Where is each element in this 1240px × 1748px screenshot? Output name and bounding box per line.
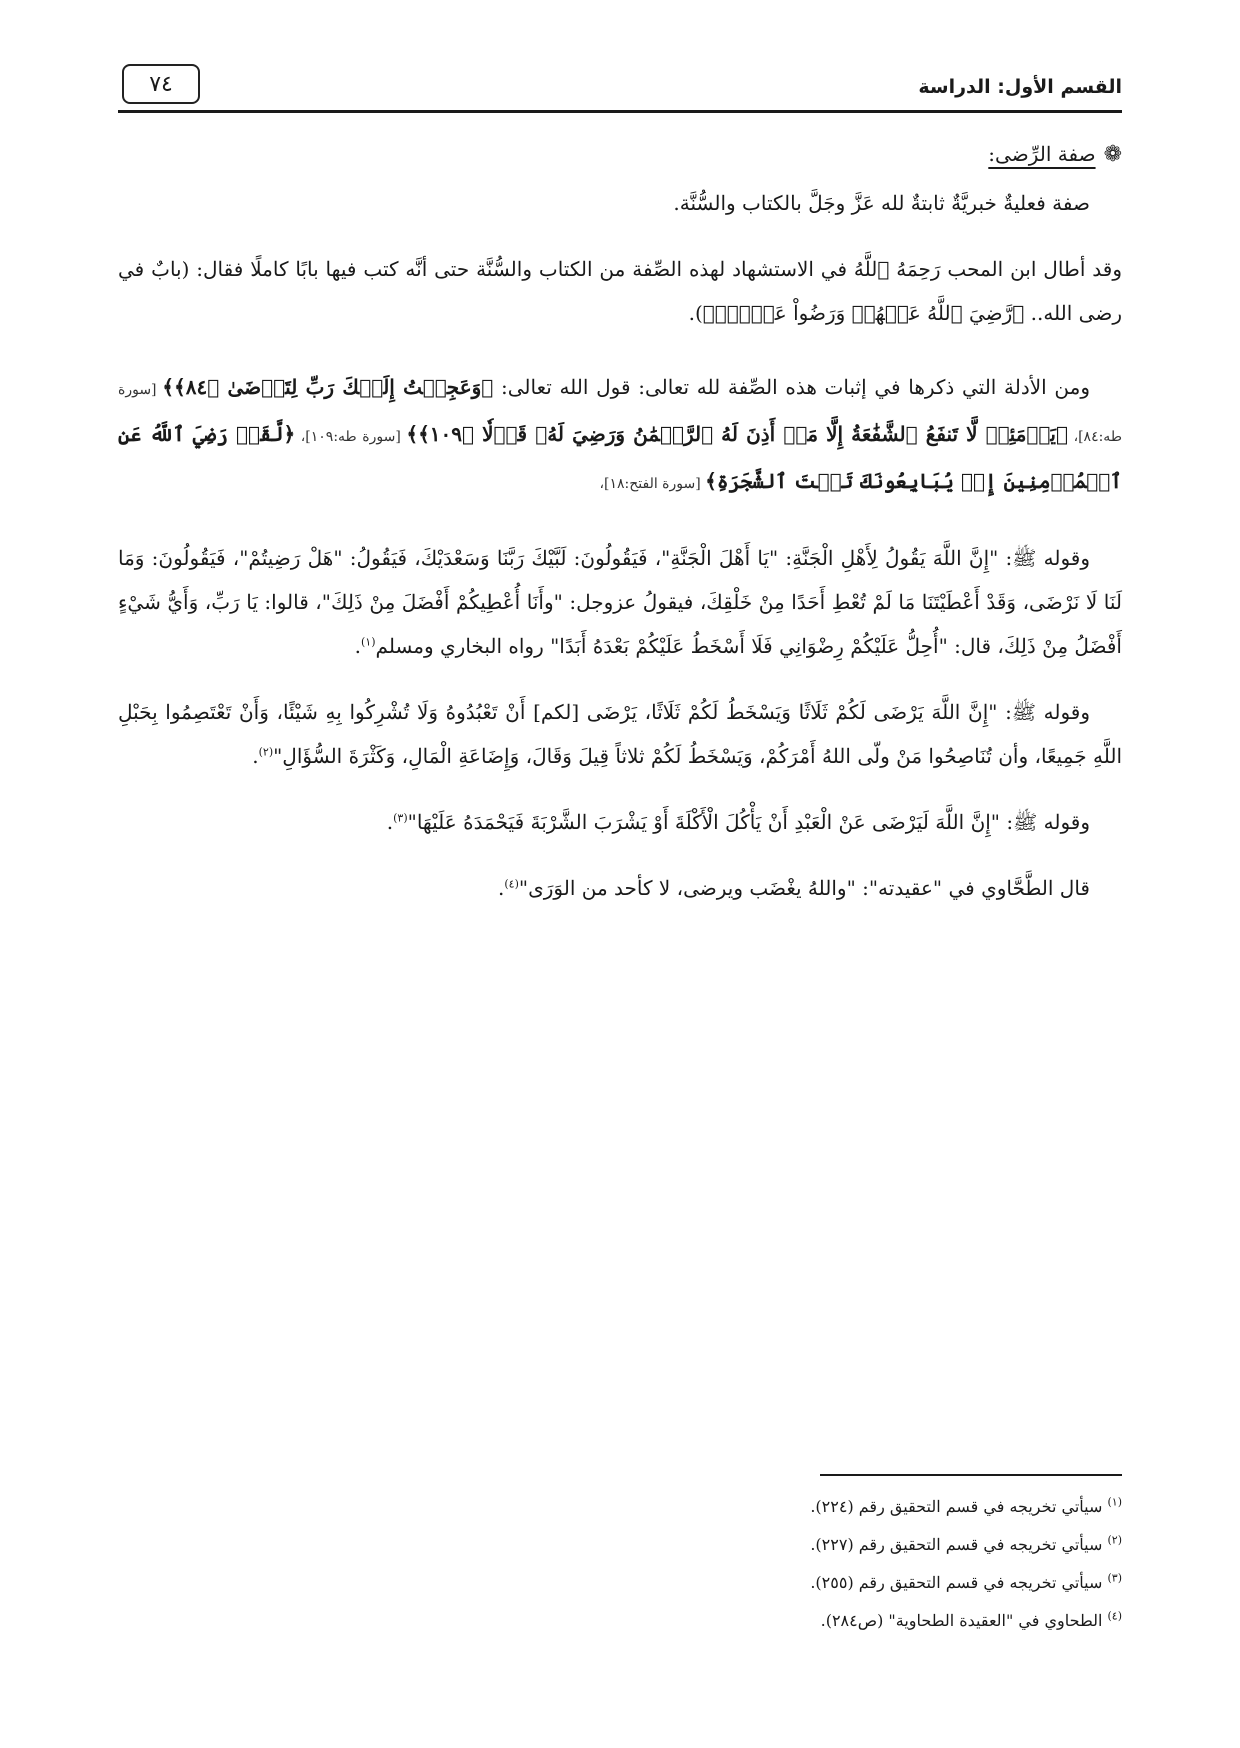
footnote-separator <box>820 1474 1122 1476</box>
flower-ornament-icon: ❁ <box>1103 142 1122 167</box>
hadith-end: . <box>386 810 394 834</box>
paragraph-hadith-2 <box>118 690 1122 778</box>
verse-reference: [سورة طه:٨٤]، <box>118 382 1122 445</box>
tahawi-quote: قال الطَّحَّاوي في "عقيدته": "واللهُ يغْضَب ويرضى، لا كأحد من الوَرَى" <box>518 876 1090 900</box>
hadith-text: وقوله ﷺ: "إِنَّ اللَّهَ يَقُولُ لِأَهْلِ الْجَنَّةِ: "يَا أَهْلَ الْجَنَّةِ"، فَيَقُولُونَ: لَبَّيْكَ رَبَّنَا وَسَعْدَيْكَ، فَيَقُولُ: "هَلْ رَضِيتُمْ"، فَيَقُولُونَ: وَمَا لَنَا لَا نَرْضَى، وَقَدْ أَعْطَيْتَنَا مَا لَمْ تُعْطِ أَحَدًا مِنْ خَلْقِكَ، فيقولُ عزوجل: "وأَنَا أُعْطِيكُمْ أَفْضَلَ مِنْ ذَلِكَ"، قالوا: يَا رَبِّ، وَأَيُّ شَيْءٍ أَفْضَلُ مِنْ ذَلِكَ، قال: "أُحِلُّ عَلَيْكُمْ رِضْوَانِي فَلَا أَسْخَطُ عَلَيْكُمْ بَعْدَهُ أَبَدًا" رواه البخاري ومسلم <box>118 546 1122 658</box>
footnote-text: سيأتي تخريجه في قسم التحقيق رقم (٢٥٥). <box>810 1573 1108 1592</box>
quran-verse: ﴿يَوۡمَئِذٖ لَّا تَنفَعُ ٱلشَّفَٰعَةُ إِلَّا مَنۡ أَذِنَ لَهُ ٱلرَّحۡمَٰنُ وَرَضِيَ لَهُۥ قَوۡلٗا ﴿١٠٩﴾﴾ <box>406 422 1068 446</box>
paragraph-quran-evidence <box>118 365 1122 506</box>
running-title: القسم الأول: الدراسة <box>918 76 1122 98</box>
quran-verse: ﴿وَعَجِلۡتُ إِلَيۡكَ رَبِّ لِتَرۡضَىٰ ﴿٨٤﴾﴾ <box>162 375 494 399</box>
hadith-end: . <box>252 744 259 768</box>
hadith-end: . <box>354 634 361 658</box>
paragraph-ibn-almuhib: وقد أطال ابن المحب رَحِمَهُ ٱللَّهُ في الاستشهاد لهذه الصِّفة من الكتاب والسُّنَّة حتى أنَّه كتب فيها بابًا كاملًا فقال: (بابٌ في رضى الله.. ﴿رَّضِيَ ٱللَّهُ عَنۡهُمۡ وَرَضُواْ عَنۡهُۚ﴾). <box>118 257 1122 325</box>
page-number: ٧٤ <box>122 64 200 104</box>
footnote-1 <box>118 1488 1122 1526</box>
footnote-2 <box>118 1526 1122 1564</box>
paragraph-tahawi <box>118 866 1122 910</box>
section-heading <box>118 132 1122 177</box>
tahawi-end: . <box>498 876 505 900</box>
paragraph-hadith-3 <box>118 800 1122 844</box>
page-header <box>118 58 1122 114</box>
quran-evidence-intro: ومن الأدلة التي ذكرها في إثبات هذه الصِّفة لله تعالى: قول الله تعالى: <box>493 375 1091 399</box>
footnote-marker: (١) <box>361 635 376 649</box>
verse-reference: [سورة الفتح:١٨]، <box>599 476 706 492</box>
footnote-text: سيأتي تخريجه في قسم التحقيق رقم (٢٢٤). <box>810 1497 1108 1516</box>
footnote-3 <box>118 1564 1122 1602</box>
verse-reference: [سورة طه:١٠٩]، <box>295 429 407 445</box>
footnote-4 <box>118 1602 1122 1640</box>
footnote-text: سيأتي تخريجه في قسم التحقيق رقم (٢٢٧). <box>810 1535 1108 1554</box>
footnote-marker: (٢) <box>258 745 274 759</box>
footnote-text: الطحاوي في "العقيدة الطحاوية" (ص٢٨٤). <box>820 1611 1108 1630</box>
footnote-number: (٢) <box>1107 1533 1122 1547</box>
footnote-number: (٣) <box>1107 1571 1122 1585</box>
main-text <box>118 132 1122 910</box>
paragraph-hadith-1 <box>118 536 1122 668</box>
hadith-text: وقوله ﷺ: "إِنَّ اللَّهَ لَيَرْضَى عَنْ الْعَبْدِ أَنْ يَأْكُلَ الْأَكْلَةَ أَوْ يَشْرَبَ الشَّرْبَةَ فَيَحْمَدَهُ عَلَيْهَا" <box>407 810 1090 834</box>
hadith-text: وقوله ﷺ: "إِنَّ اللَّهَ يَرْضَى لَكُمْ ثَلَاثًا وَيَسْخَطُ لَكُمْ ثَلَاثًا، يَرْضَى [لكم] أَنْ تَعْبُدُوهُ وَلَا تُشْرِكُوا بِهِ شَيْئًا، وَأَنْ تَعْتَصِمُوا بِحَبْلِ اللَّهِ جَمِيعًا، وأن تُنَاصِحُوا مَنْ ولّى اللهُ أَمْرَكُمْ، وَيَسْخَطُ لَكُمْ ثلاثاً قِيلَ وَقَالَ، وَإِضَاعَةِ الْمَالِ، وَكَثْرَةَ السُّؤَالِ" <box>118 700 1122 768</box>
footnote-marker: (٣) <box>393 811 408 825</box>
footnote-number: (٤) <box>1107 1609 1122 1623</box>
section-heading-text: صفة الرِّضى: <box>988 142 1096 166</box>
paragraph-definition: صفة فعليةٌ خبريَّةٌ ثابتةٌ لله عَزَّ وجَلَّ بالكتاب والسُّنَّة. <box>673 191 1090 215</box>
quran-verse: ﴿لَّقَدۡ رَضِيَ ٱللَّهُ عَنِ ٱلۡمُؤۡمِنِينَ إِذۡ يُبَايِعُونَكَ تَحۡتَ ٱلشَّجَرَةِ﴾ <box>118 422 1122 493</box>
header-rule <box>118 110 1122 113</box>
footnote-number: (١) <box>1107 1495 1122 1509</box>
footnotes <box>118 1488 1122 1640</box>
footnote-marker: (٤) <box>504 877 519 891</box>
